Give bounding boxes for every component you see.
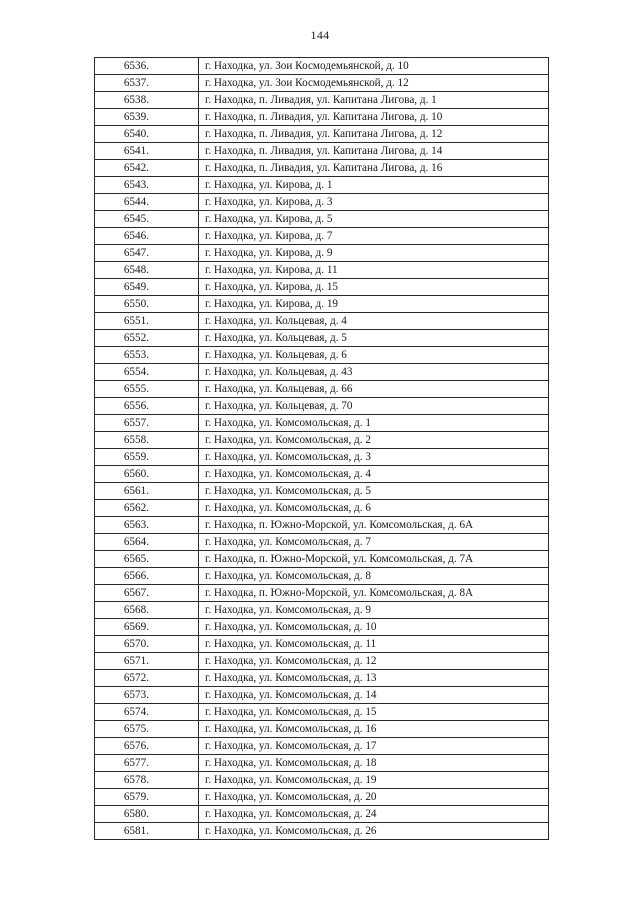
address-cell: г. Находка, ул. Кольцевая, д. 43: [199, 364, 549, 381]
row-number-cell: 6542.: [95, 160, 199, 177]
row-number-cell: 6559.: [95, 449, 199, 466]
row-number-cell: 6557.: [95, 415, 199, 432]
row-number-cell: 6573.: [95, 687, 199, 704]
row-number-cell: 6567.: [95, 585, 199, 602]
address-cell: г. Находка, ул. Комсомольская, д. 12: [199, 653, 549, 670]
table-row: [95, 279, 549, 296]
row-number-cell: 6541.: [95, 143, 199, 160]
table-row: [95, 449, 549, 466]
row-number-cell: 6577.: [95, 755, 199, 772]
row-number-cell: 6569.: [95, 619, 199, 636]
row-number-cell: 6571.: [95, 653, 199, 670]
address-table: [94, 57, 549, 840]
address-cell: г. Находка, п. Южно-Морской, ул. Комсомольская, д. 8А: [199, 585, 549, 602]
address-cell: г. Находка, ул. Комсомольская, д. 13: [199, 670, 549, 687]
row-number-cell: 6550.: [95, 296, 199, 313]
table-row: [95, 602, 549, 619]
address-cell: г. Находка, ул. Комсомольская, д. 17: [199, 738, 549, 755]
address-cell: г. Находка, ул. Кольцевая, д. 66: [199, 381, 549, 398]
table-row: [95, 653, 549, 670]
address-cell: г. Находка, п. Ливадия, ул. Капитана Лигова, д. 14: [199, 143, 549, 160]
row-number-cell: 6564.: [95, 534, 199, 551]
table-row: [95, 75, 549, 92]
address-cell: г. Находка, ул. Зои Космодемьянской, д. 12: [199, 75, 549, 92]
address-cell: г. Находка, ул. Комсомольская, д. 18: [199, 755, 549, 772]
address-cell: г. Находка, п. Южно-Морской, ул. Комсомольская, д. 7А: [199, 551, 549, 568]
table-row: [95, 806, 549, 823]
row-number-cell: 6536.: [95, 58, 199, 75]
table-row: [95, 789, 549, 806]
row-number-cell: 6554.: [95, 364, 199, 381]
table-row: [95, 687, 549, 704]
address-cell: г. Находка, ул. Кирова, д. 1: [199, 177, 549, 194]
table-row: [95, 160, 549, 177]
address-cell: г. Находка, п. Ливадия, ул. Капитана Лигова, д. 10: [199, 109, 549, 126]
address-cell: г. Находка, п. Ливадия, ул. Капитана Лигова, д. 16: [199, 160, 549, 177]
row-number-cell: 6540.: [95, 126, 199, 143]
row-number-cell: 6543.: [95, 177, 199, 194]
row-number-cell: 6549.: [95, 279, 199, 296]
address-cell: г. Находка, ул. Кольцевая, д. 70: [199, 398, 549, 415]
table-row: [95, 177, 549, 194]
address-cell: г. Находка, п. Ливадия, ул. Капитана Лигова, д. 12: [199, 126, 549, 143]
table-row: [95, 330, 549, 347]
row-number-cell: 6552.: [95, 330, 199, 347]
table-row: [95, 109, 549, 126]
table-row: [95, 568, 549, 585]
table-row: [95, 364, 549, 381]
table-row: [95, 228, 549, 245]
row-number-cell: 6563.: [95, 517, 199, 534]
address-cell: г. Находка, ул. Комсомольская, д. 5: [199, 483, 549, 500]
row-number-cell: 6574.: [95, 704, 199, 721]
table-row: [95, 126, 549, 143]
address-cell: г. Находка, ул. Комсомольская, д. 2: [199, 432, 549, 449]
address-cell: г. Находка, ул. Кирова, д. 3: [199, 194, 549, 211]
row-number-cell: 6565.: [95, 551, 199, 568]
table-row: [95, 738, 549, 755]
address-cell: г. Находка, ул. Кирова, д. 15: [199, 279, 549, 296]
address-cell: г. Находка, ул. Комсомольская, д. 8: [199, 568, 549, 585]
table-row: [95, 381, 549, 398]
row-number-cell: 6578.: [95, 772, 199, 789]
row-number-cell: 6553.: [95, 347, 199, 364]
address-cell: г. Находка, ул. Комсомольская, д. 19: [199, 772, 549, 789]
address-cell: г. Находка, ул. Комсомольская, д. 26: [199, 823, 549, 840]
row-number-cell: 6566.: [95, 568, 199, 585]
row-number-cell: 6555.: [95, 381, 199, 398]
address-cell: г. Находка, ул. Кирова, д. 11: [199, 262, 549, 279]
table-row: [95, 823, 549, 840]
row-number-cell: 6560.: [95, 466, 199, 483]
address-cell: г. Находка, ул. Комсомольская, д. 11: [199, 636, 549, 653]
table-row: [95, 721, 549, 738]
row-number-cell: 6556.: [95, 398, 199, 415]
table-row: [95, 585, 549, 602]
address-cell: г. Находка, ул. Комсомольская, д. 7: [199, 534, 549, 551]
table-row: [95, 296, 549, 313]
table-row: [95, 58, 549, 75]
row-number-cell: 6570.: [95, 636, 199, 653]
table-row: [95, 466, 549, 483]
table-row: [95, 245, 549, 262]
row-number-cell: 6568.: [95, 602, 199, 619]
table-row: [95, 517, 549, 534]
table-row: [95, 551, 549, 568]
address-table-body: [95, 58, 549, 840]
row-number-cell: 6581.: [95, 823, 199, 840]
address-cell: г. Находка, п. Южно-Морской, ул. Комсомольская, д. 6А: [199, 517, 549, 534]
address-cell: г. Находка, ул. Комсомольская, д. 3: [199, 449, 549, 466]
table-row: [95, 347, 549, 364]
row-number-cell: 6545.: [95, 211, 199, 228]
address-cell: г. Находка, ул. Комсомольская, д. 6: [199, 500, 549, 517]
address-cell: г. Находка, ул. Кольцевая, д. 4: [199, 313, 549, 330]
address-cell: г. Находка, п. Ливадия, ул. Капитана Лигова, д. 1: [199, 92, 549, 109]
address-cell: г. Находка, ул. Комсомольская, д. 10: [199, 619, 549, 636]
row-number-cell: 6558.: [95, 432, 199, 449]
row-number-cell: 6572.: [95, 670, 199, 687]
row-number-cell: 6576.: [95, 738, 199, 755]
address-cell: г. Находка, ул. Кирова, д. 5: [199, 211, 549, 228]
table-row: [95, 670, 549, 687]
address-cell: г. Находка, ул. Кирова, д. 9: [199, 245, 549, 262]
row-number-cell: 6546.: [95, 228, 199, 245]
table-row: [95, 262, 549, 279]
address-cell: г. Находка, ул. Кирова, д. 19: [199, 296, 549, 313]
address-cell: г. Находка, ул. Комсомольская, д. 15: [199, 704, 549, 721]
address-cell: г. Находка, ул. Комсомольская, д. 24: [199, 806, 549, 823]
address-cell: г. Находка, ул. Комсомольская, д. 14: [199, 687, 549, 704]
table-row: [95, 194, 549, 211]
table-row: [95, 500, 549, 517]
table-row: [95, 415, 549, 432]
table-row: [95, 211, 549, 228]
row-number-cell: 6562.: [95, 500, 199, 517]
table-row: [95, 534, 549, 551]
page-number: 144: [310, 28, 330, 42]
address-cell: г. Находка, ул. Комсомольская, д. 9: [199, 602, 549, 619]
row-number-cell: 6580.: [95, 806, 199, 823]
row-number-cell: 6538.: [95, 92, 199, 109]
table-row: [95, 313, 549, 330]
address-cell: г. Находка, ул. Комсомольская, д. 16: [199, 721, 549, 738]
row-number-cell: 6537.: [95, 75, 199, 92]
row-number-cell: 6547.: [95, 245, 199, 262]
address-cell: г. Находка, ул. Комсомольская, д. 1: [199, 415, 549, 432]
table-row: [95, 755, 549, 772]
address-cell: г. Находка, ул. Кольцевая, д. 6: [199, 347, 549, 364]
row-number-cell: 6579.: [95, 789, 199, 806]
row-number-cell: 6575.: [95, 721, 199, 738]
row-number-cell: 6544.: [95, 194, 199, 211]
address-cell: г. Находка, ул. Комсомольская, д. 20: [199, 789, 549, 806]
table-row: [95, 143, 549, 160]
table-row: [95, 432, 549, 449]
row-number-cell: 6561.: [95, 483, 199, 500]
table-row: [95, 92, 549, 109]
table-row: [95, 398, 549, 415]
address-cell: г. Находка, ул. Комсомольская, д. 4: [199, 466, 549, 483]
row-number-cell: 6539.: [95, 109, 199, 126]
table-row: [95, 636, 549, 653]
row-number-cell: 6551.: [95, 313, 199, 330]
row-number-cell: 6548.: [95, 262, 199, 279]
address-cell: г. Находка, ул. Кирова, д. 7: [199, 228, 549, 245]
table-row: [95, 483, 549, 500]
table-row: [95, 619, 549, 636]
table-row: [95, 772, 549, 789]
address-cell: г. Находка, ул. Кольцевая, д. 5: [199, 330, 549, 347]
table-row: [95, 704, 549, 721]
address-cell: г. Находка, ул. Зои Космодемьянской, д. 10: [199, 58, 549, 75]
